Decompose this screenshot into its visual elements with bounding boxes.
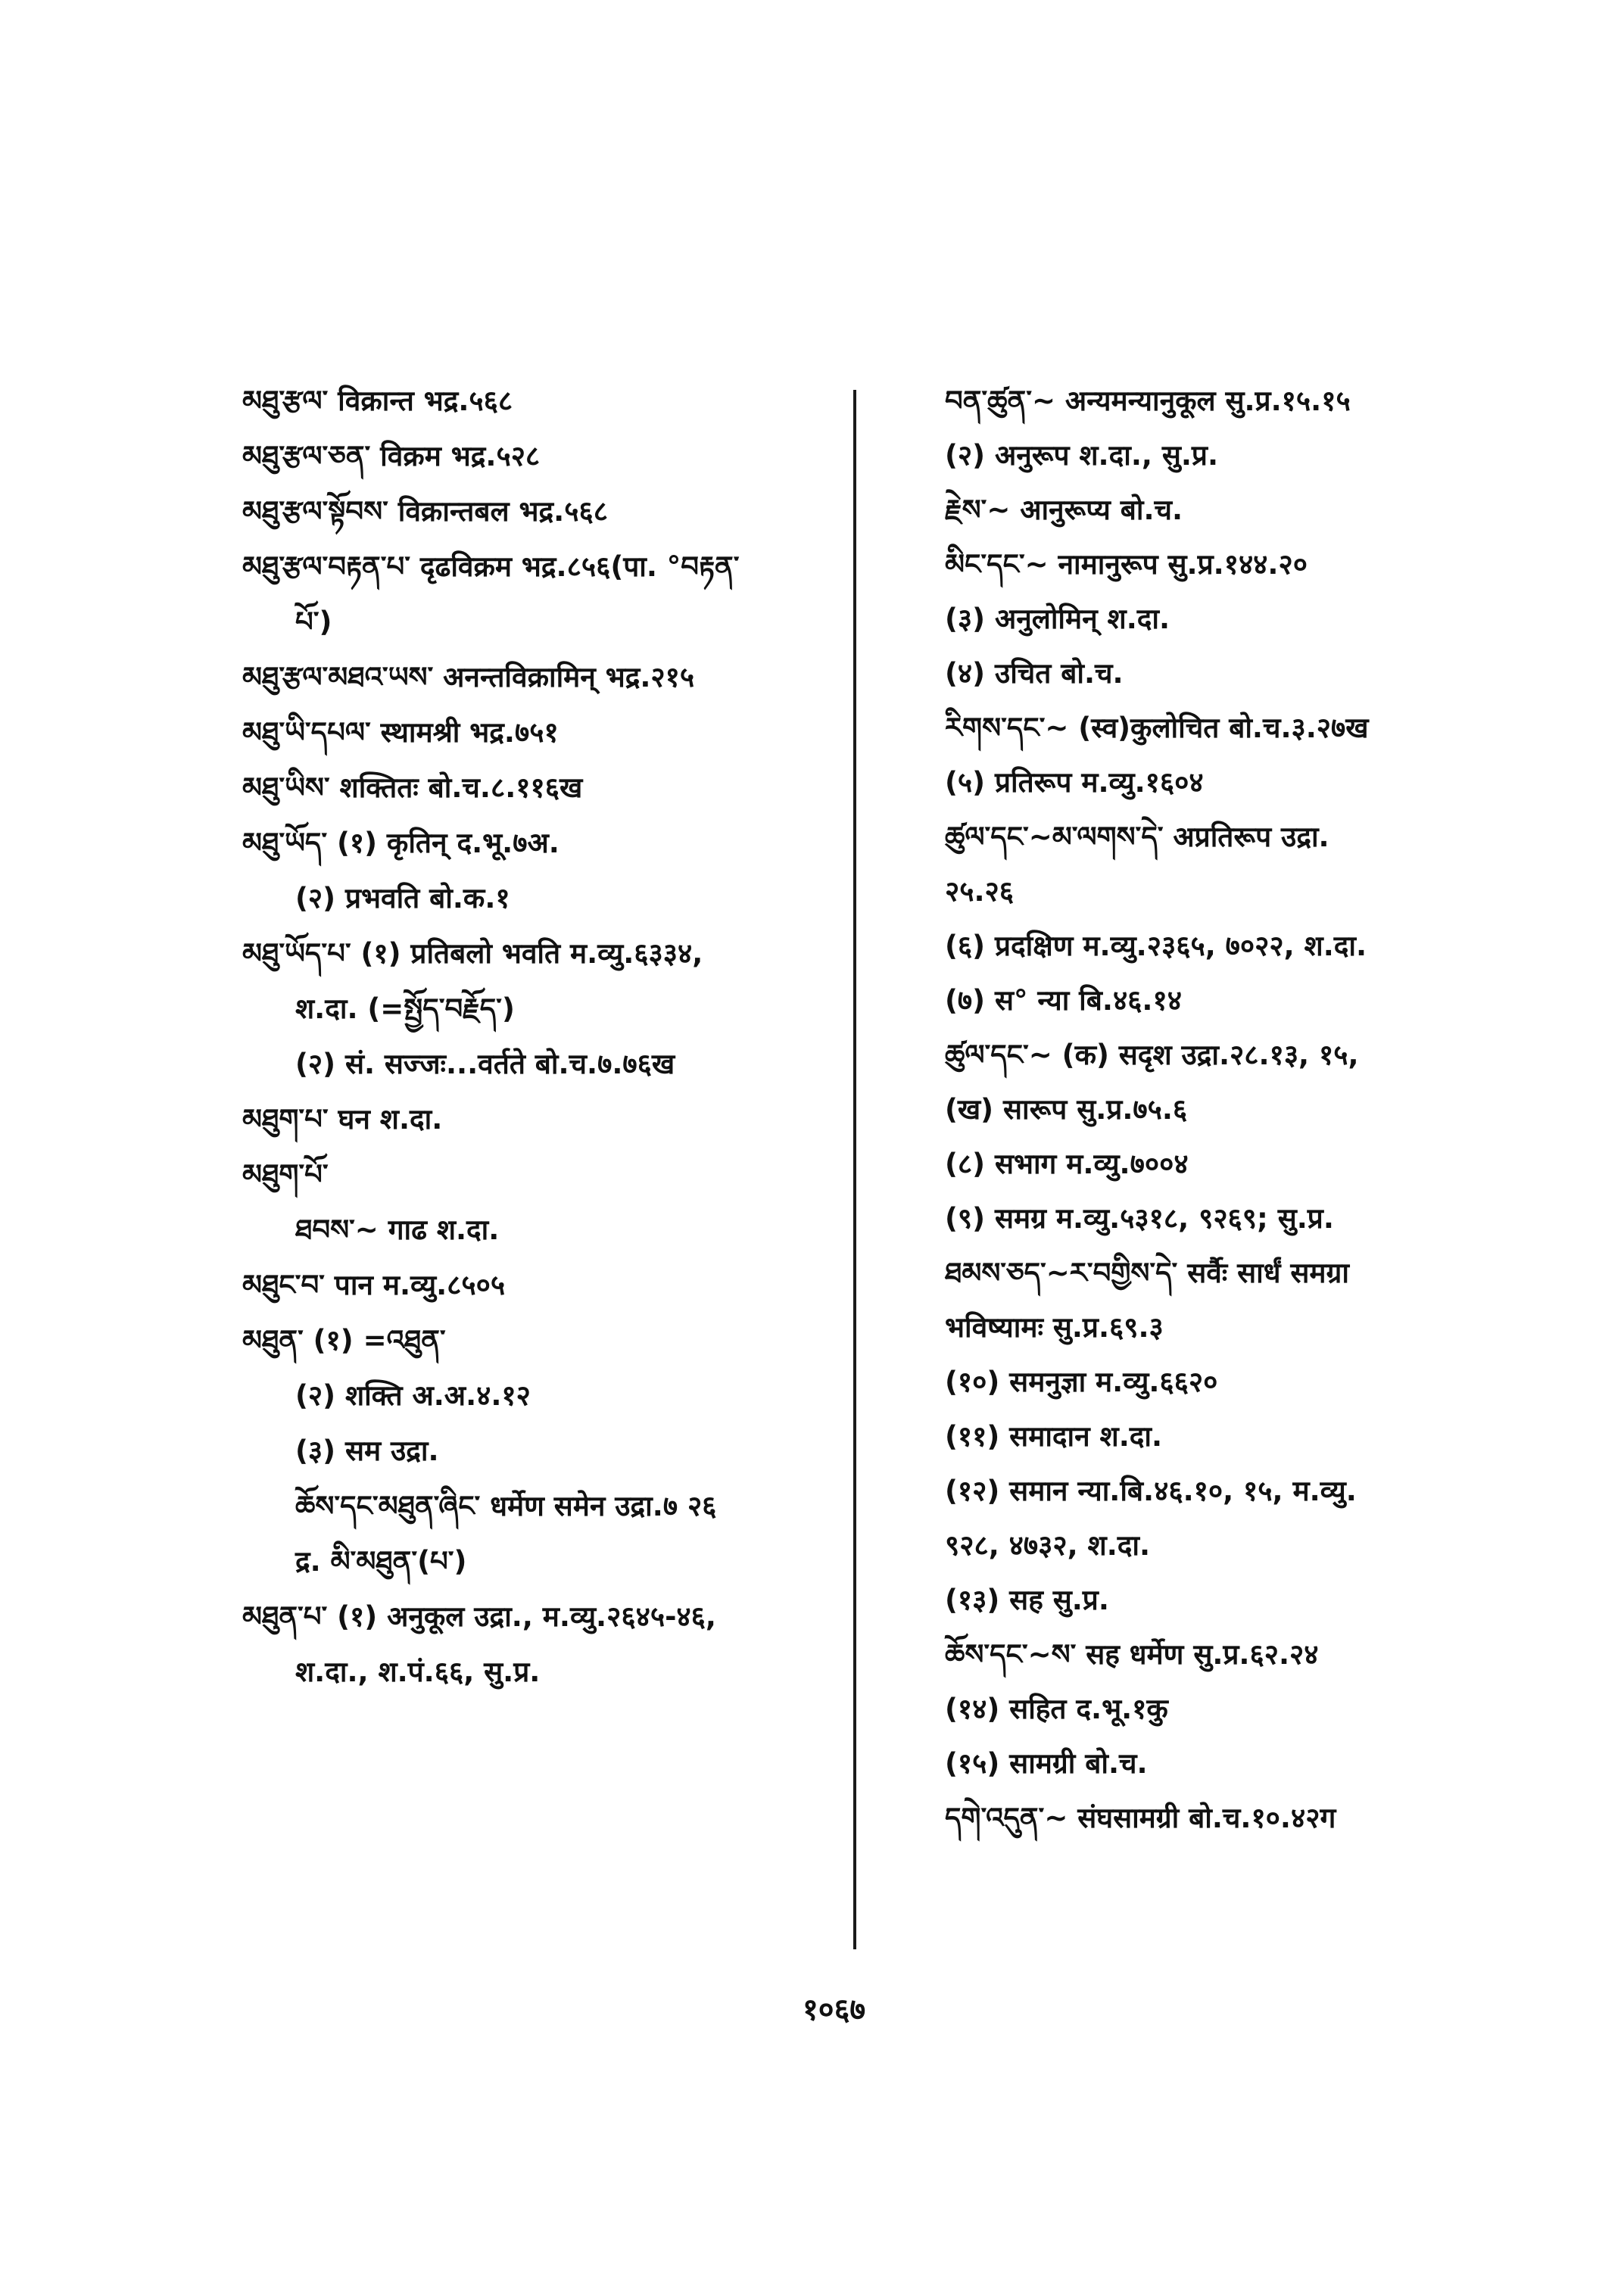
entry-line: ९२८, ४७३२, श.दा. (945, 1529, 1151, 1562)
entry-line: (७) स° न्या बि.४६.१४ (945, 984, 1182, 1017)
entry-line: མཐུང་བ་ पान म.व्यु.८५०५ (242, 1269, 506, 1301)
entry-line: (८) सभाग म.व्यु.७००४ (945, 1148, 1189, 1180)
entry-line: ཐམས་ཅད་~ར་བགྱིས་དེ་ सर्वैः सार्धं समग्रा (945, 1257, 1349, 1289)
entry-line: ཐབས་~ गाढ श.दा. (295, 1213, 500, 1246)
entry-line: ཆོས་དང་~ས་ सह धर्मेण सु.प्र.६२.२४ (945, 1638, 1319, 1671)
entry-line: (११) समादान श.दा. (945, 1420, 1163, 1453)
entry-line: རྗེས་~ आनुरूप्य बो.च. (945, 494, 1183, 526)
entry-line: མཐུ་རྩལ་བརྟན་པ་ दृढविक्रम भद्र.८५६(पा. °བརྟན་ (242, 550, 740, 583)
entry-line: མཐུ་ཡོད་པ་ (१) प्रतिबलो भवति म.व्यु.६३३४, (242, 937, 703, 970)
entry-line: མཐུ་རྩལ་མཐའ་ཡས་ अनन्तविक्रामिन् भद्र.२१५ (242, 661, 695, 693)
entry-line: མཐུག་པོ་ (242, 1158, 329, 1191)
entry-line: (१०) समनुज्ञा म.व्यु.६६२० (945, 1366, 1218, 1398)
entry-line: མཐུ་ཡིས་ शक्तितः बो.च.८.११६ख (242, 771, 583, 804)
entry-line: བན་ཚུན་~ अन्यमन्यानुकूल सु.प्र.१५.१५ (945, 385, 1351, 417)
entry-line: མཐུ་ཡོད་ (१) कृतिन् द.भू.७अ. (242, 827, 560, 859)
entry-line: (३) सम उद्रा. (295, 1435, 439, 1467)
entry-line: ཚུལ་དང་~མ་ལགས་དེ་ अप्रतिरूप उद्रा. (945, 821, 1329, 853)
entry-line: (१२) समान न्या.बि.४६.१०, १५, म.व्यु. (945, 1475, 1357, 1507)
entry-line: དགེ་འདུན་~ संघसामग्री बो.च.१०.४२ग (945, 1802, 1336, 1834)
entry-line: (९) समग्र म.व्यु.५३१८, ९२६९; सु.प्र. (945, 1202, 1334, 1235)
page-number: १०६७ (803, 1992, 866, 2027)
entry-line: भविष्यामः सु.प्र.६९.३ (945, 1311, 1164, 1344)
entry-line: (६) प्रदक्षिण म.व्यु.२३६५, ७०२२, श.दा. (945, 930, 1367, 962)
entry-line: (ख) सारूप सु.प्र.७५.६ (945, 1093, 1188, 1126)
column-divider (853, 390, 856, 1949)
entry-line: རིགས་དང་~ (स्व)कुलोचित बो.च.३.२७ख (945, 712, 1369, 744)
entry-line: ཆོས་དང་མཐུན་ཞིང་ धर्मेण समेन उद्रा.७ २६ (295, 1490, 717, 1522)
entry-line: མཐུན་ (१) =འཐུན་ (242, 1324, 446, 1357)
entry-line: (१४) सहित द.भू.१कु (945, 1693, 1168, 1725)
entry-line: श.दा. (=སྤྱོད་བརྗོད་) (295, 992, 515, 1025)
entry-line: ཚུལ་དང་~ (क) सदृश उद्रा.२८.१३, १५, (945, 1039, 1359, 1071)
entry-line: མཐུག་པ་ घन श.दा. (242, 1103, 443, 1136)
entry-line: (१५) सामग्री बो.च. (945, 1747, 1148, 1780)
entry-line: (५) प्रतिरूप म.व्यु.१६०४ (945, 766, 1204, 799)
entry-line: མཐུན་པ་ (१) अनुकूल उद्रा., म.व्यु.२६४५-४६, (242, 1600, 716, 1633)
entry-line: श.दा., श.पं.६६, सु.प्र. (295, 1656, 541, 1688)
entry-line: (२) सं. सज्जः...वर्तते बो.च.७.७६ख (295, 1048, 675, 1080)
entry-line: (२) प्रभवति बो.क.१ (295, 882, 510, 914)
entry-line: མཐུ་རྩལ་ विक्रान्त भद्र.५६८ (242, 385, 513, 417)
entry-line: द्र. མི་མཐུན་(པ་) (295, 1545, 467, 1578)
entry-line: མཐུ་རྩལ་སྟོབས་ विक्रान्तबल भद्र.५६८ (242, 495, 608, 528)
entry-line: པོ་) (295, 606, 332, 638)
entry-line: (१३) सह सु.प्र. (945, 1584, 1109, 1616)
entry-line: (२) अनुरूप श.दा., सु.प्र. (945, 439, 1219, 472)
entry-line: མིང་དང་~ नामानुरूप सु.प्र.१४४.२० (945, 548, 1308, 581)
entry-line: (३) अनुलोमिन् श.दा. (945, 603, 1170, 635)
entry-line: (२) शक्ति अ.अ.४.१२ (295, 1379, 531, 1412)
entry-line: (४) उचित बो.च. (945, 657, 1124, 690)
entry-line: མཐུ་ཡི་དཔལ་ स्थामश्री भद्र.७५१ (242, 716, 559, 749)
entry-line: མཐུ་རྩལ་ཅན་ विक्रम भद्र.५२८ (242, 440, 541, 472)
entry-line: २५.२६ (945, 875, 1015, 908)
